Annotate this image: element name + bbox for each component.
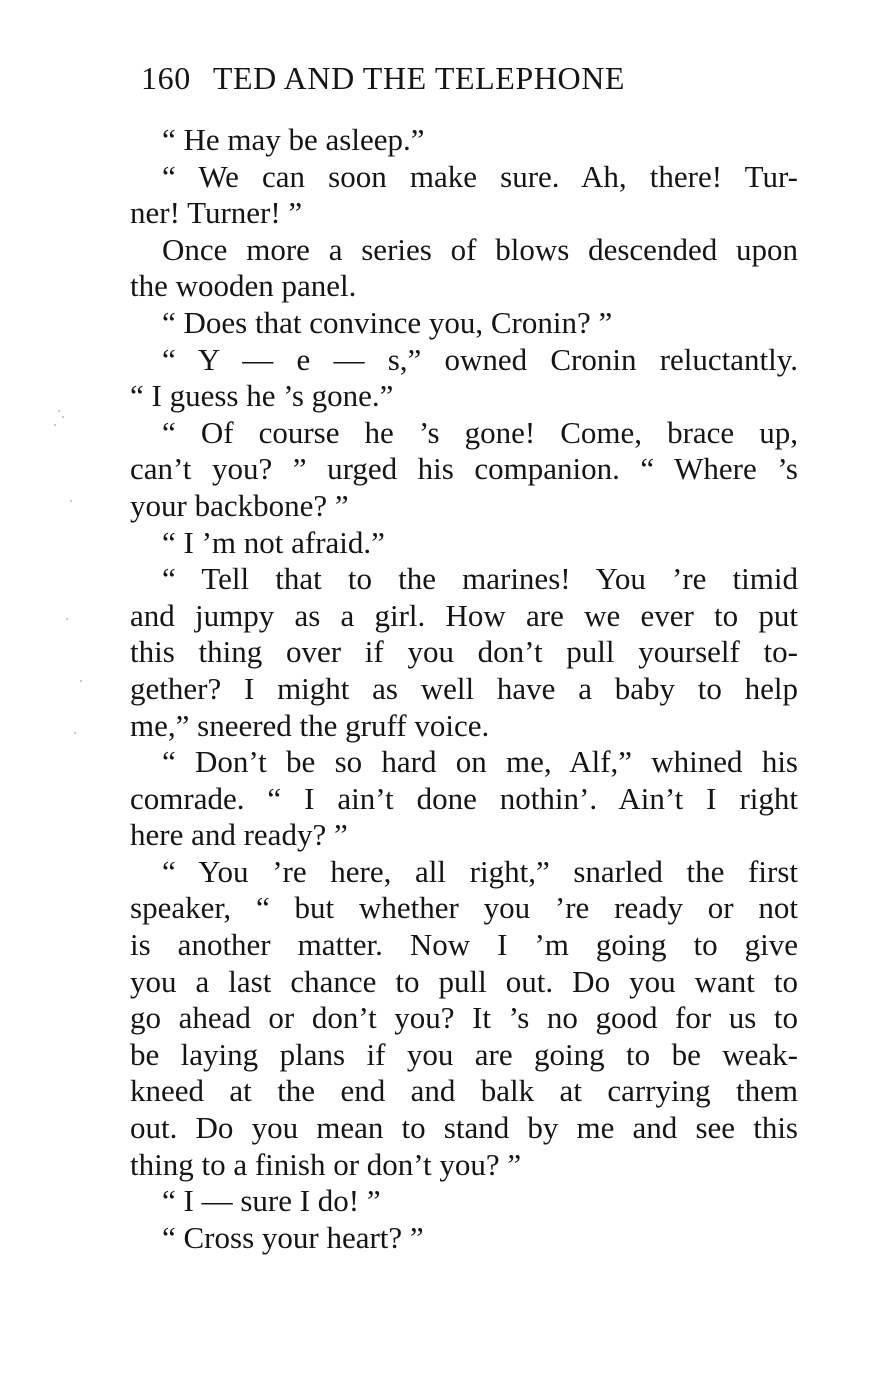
- text-line: “ We can soon make sure. Ah, there! Tur-: [162, 158, 798, 194]
- text-line: can’t you? ” urged his companion. “ Where ’s: [130, 451, 798, 487]
- text-line: go ahead or don’t you? It ’s no good for us to: [130, 1000, 798, 1036]
- text-line: “ Cross your heart? ”: [162, 1219, 424, 1255]
- text-line: this thing over if you don’t pull yourself to-: [130, 634, 798, 670]
- text-line: “ Don’t be so hard on me, Alf,” whined his: [162, 744, 798, 780]
- text-line: out. Do you mean to stand by me and see this: [130, 1110, 798, 1146]
- body-text: [130, 122, 798, 1256]
- text-line: Once more a series of blows descended upon: [162, 231, 798, 267]
- text-line: “ He may be asleep.”: [162, 122, 425, 157]
- text-line: “ Of course he ’s gone! Come, brace up,: [162, 414, 798, 450]
- text-line: is another matter. Now I ’m going to give: [130, 927, 798, 963]
- text-line: and jumpy as a girl. How are we ever to put: [130, 597, 798, 633]
- text-line: be laying plans if you are going to be weak-: [130, 1036, 798, 1072]
- text-line: “ Tell that to the marines! You ’re timid: [162, 561, 798, 597]
- text-line: your backbone? ”: [130, 487, 349, 523]
- text-line: me,” sneered the gruff voice.: [130, 707, 490, 743]
- running-head: [141, 56, 741, 100]
- text-line: comrade. “ I ain’t done nothin’. Ain’t I right: [130, 780, 798, 816]
- text-line: you a last chance to pull out. Do you want to: [130, 963, 798, 999]
- running-title: TED AND THE TELEPHONE: [212, 60, 626, 96]
- text-line: gether? I might as well have a baby to help: [130, 670, 798, 706]
- text-line: “ I guess he ’s gone.”: [130, 378, 394, 414]
- text-line: speaker, “ but whether you ’re ready or not: [130, 890, 798, 926]
- text-line: “ Y — e — s,” owned Cronin reluctantly.: [162, 341, 798, 377]
- text-line: “ You ’re here, all right,” snarled the first: [162, 853, 798, 889]
- text-line: thing to a finish or don’t you? ”: [130, 1146, 522, 1182]
- page-number: 160: [141, 60, 191, 96]
- text-line: here and ready? ”: [130, 817, 348, 853]
- text-line: ner! Turner! ”: [130, 195, 303, 231]
- text-line: the wooden panel.: [130, 268, 357, 304]
- text-line: kneed at the end and balk at carrying them: [130, 1073, 798, 1109]
- margin-specks: [40, 380, 100, 800]
- text-line: “ Does that convince you, Cronin? ”: [162, 304, 613, 340]
- text-line: “ I ’m not afraid.”: [162, 524, 385, 560]
- text-line: “ I — sure I do! ”: [162, 1183, 381, 1219]
